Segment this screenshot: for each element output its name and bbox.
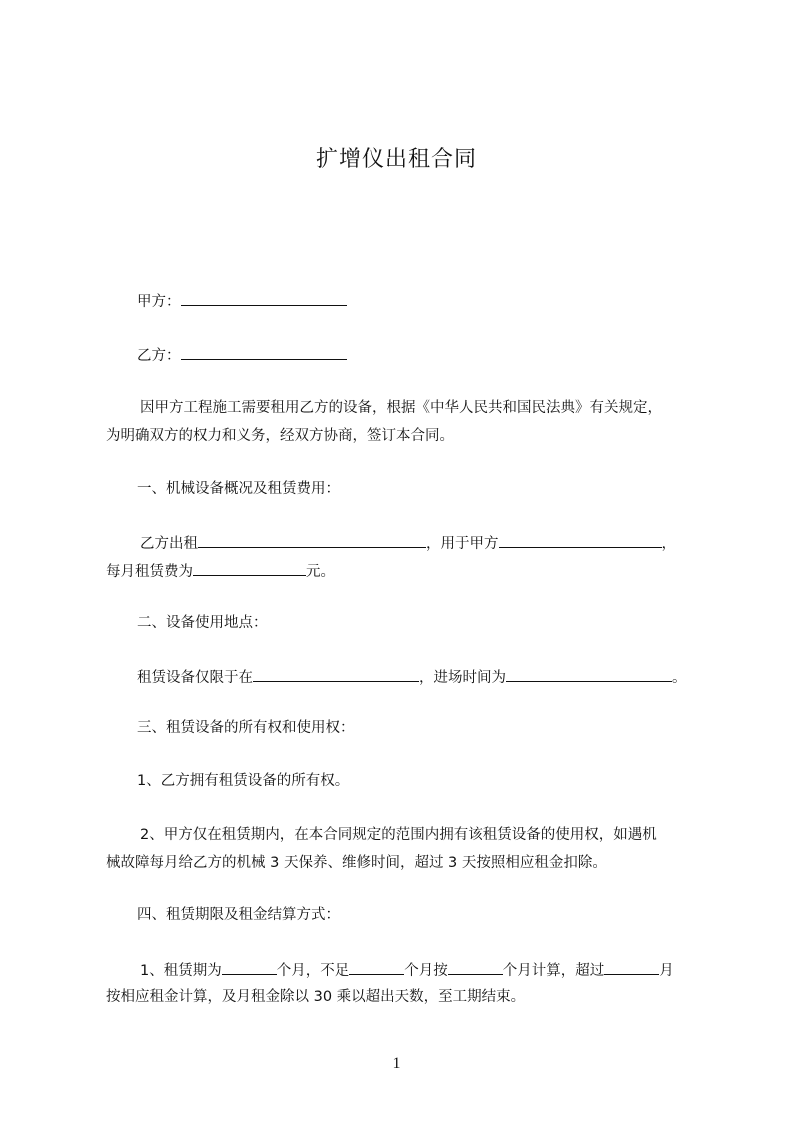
intro-line-1: 因甲方工程施工需要租用乙方的设备，根据《中华人民共和国民法典》有关规定，: [140, 400, 662, 416]
section-4-text: 1、租赁期为: [140, 963, 222, 979]
party-a-line: [137, 290, 347, 312]
entry-time-blank[interactable]: [506, 666, 672, 682]
location-blank[interactable]: [253, 666, 419, 682]
lease-months-blank[interactable]: [222, 959, 277, 975]
section-2-text: 。: [672, 670, 687, 686]
section-1-text: 每月租赁费为: [106, 564, 193, 580]
party-b-label: 乙方：: [137, 348, 181, 364]
less-than-months-blank[interactable]: [349, 959, 404, 975]
section-4-text: 个月计算，超过: [502, 963, 605, 979]
over-months-blank[interactable]: [604, 959, 659, 975]
count-as-months-blank[interactable]: [448, 959, 503, 975]
section-4-line-1: [140, 959, 674, 981]
section-2-text: 租赁设备仅限于在: [137, 670, 253, 686]
section-4-line-2: 按相应租金计算，及月租金除以 30 乘以超出天数，至工期结束。: [106, 989, 526, 1005]
section-3-item-2-line-2: 械故障每月给乙方的机械 3 天保养、维修时间，超过 3 天按照相应租金扣除。: [106, 855, 607, 871]
section-2-text: ，进场时间为: [419, 670, 506, 686]
section-1-text: ，用于甲方: [426, 536, 499, 552]
section-2-line-1: [137, 666, 687, 688]
intro-line-2: 为明确双方的权力和义务，经双方协商，签订本合同。: [106, 428, 454, 444]
section-1-text: 乙方出租: [140, 536, 198, 552]
monthly-fee-blank[interactable]: [193, 560, 306, 576]
page-number: 1: [392, 1055, 401, 1072]
party-b-blank[interactable]: [181, 344, 347, 360]
party-b-line: [137, 344, 347, 366]
party-a-label: 甲方：: [137, 294, 181, 310]
section-3-heading: 三、租赁设备的所有权和使用权：: [137, 720, 355, 736]
document-title: 扩增仪出租合同: [315, 147, 477, 172]
section-3-item-2-line-1: 2、甲方仅在租赁期内，在本合同规定的范围内拥有该租赁设备的使用权，如遇机: [140, 827, 657, 843]
equipment-blank[interactable]: [198, 532, 426, 548]
section-4-text: 个月按: [404, 963, 448, 979]
section-4-heading: 四、租赁期限及租金结算方式：: [137, 907, 340, 923]
section-4-text: 月: [659, 963, 674, 979]
usage-blank[interactable]: [499, 532, 662, 548]
section-2-heading: 二、设备使用地点：: [137, 615, 268, 631]
section-1-line-1: [140, 532, 676, 554]
section-1-heading: 一、机械设备概况及租赁费用：: [137, 481, 340, 497]
section-3-item-1: 1、乙方拥有租赁设备的所有权。: [137, 773, 350, 789]
section-1-line-2: [106, 560, 335, 582]
section-4-text: 个月，不足: [276, 963, 350, 979]
section-1-text: ，: [661, 536, 676, 552]
party-a-blank[interactable]: [181, 290, 347, 306]
section-1-text: 元。: [306, 564, 335, 580]
